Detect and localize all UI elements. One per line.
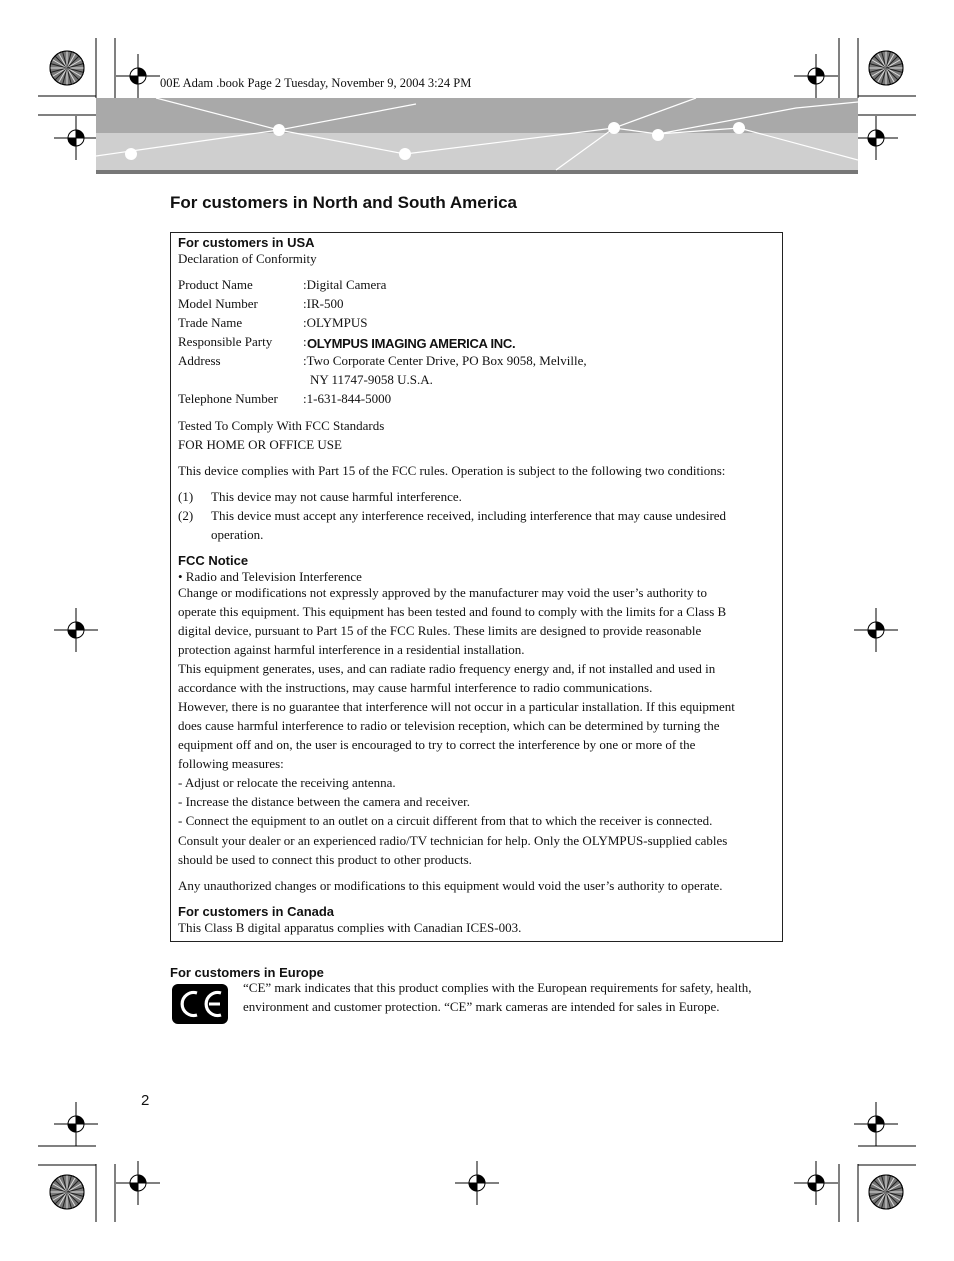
fcc-line: - Connect the equipment to an outlet on a circuit different from that to which the receiver is connected. [178, 813, 713, 828]
fcc-line: However, there is no guarantee that interference will not occur in a particular installation. If this equipment [178, 699, 735, 714]
fcc-line: does cause harmful interference to radio or television reception, which can be determined by turning the [178, 718, 720, 733]
europe-text: environment and customer protection. “CE” mark cameras are intended for sales in Europe. [243, 999, 720, 1014]
canada-heading: For customers in Canada [178, 904, 335, 919]
canada-text: This Class B digital apparatus complies with Canadian ICES-003. [178, 920, 522, 935]
field-label: Responsible Party [178, 334, 273, 349]
usa-heading: For customers in USA [178, 235, 315, 250]
fcc-line: Consult your dealer or an experienced radio/TV technician for help. Only the OLYMPUS-supplied cables [178, 833, 728, 848]
ce-mark-icon [172, 984, 228, 1024]
field-label: Trade Name [178, 315, 243, 330]
fcc-heading: FCC Notice [178, 553, 249, 568]
condition-text: This device may not cause harmful interference. [211, 489, 462, 504]
fcc-line: - Adjust or relocate the receiving antenna. [178, 775, 396, 790]
fcc-line: protection against harmful interference in a residential installation. [178, 642, 525, 657]
field-value: :Digital Camera [303, 277, 387, 292]
fcc-line: digital device, pursuant to Part 15 of the FCC Rules. These limits are designed to provide reasonable [178, 623, 702, 638]
field-value: :Two Corporate Center Drive, PO Box 9058, Melville, [303, 353, 587, 368]
condition-number: (1) [178, 489, 194, 504]
olympus-america-logo: OLYMPUS IMAGING AMERICA INC. [307, 336, 516, 351]
field-label: Product Name [178, 277, 253, 292]
fcc-line: equipment off and on, the user is encouraged to try to correct the interference by one or more of the [178, 737, 696, 752]
field-value-continued: NY 11747-9058 U.S.A. [310, 372, 433, 387]
fcc-line: following measures: [178, 756, 284, 771]
fcc-line: - Increase the distance between the camera and receiver. [178, 794, 470, 809]
condition-text: operation. [211, 527, 264, 542]
field-value: : [303, 334, 307, 349]
fcc-line: operate this equipment. This equipment has been tested and found to comply with the limits for a Class B [178, 604, 727, 619]
fcc-bullet: • Radio and Television Interference [178, 569, 362, 584]
file-header-note: 00E Adam .book Page 2 Tuesday, November 9, 2004 3:24 PM [160, 76, 472, 90]
unauthorized-text: Any unauthorized changes or modifications to this equipment would void the user’s authority to operate. [178, 878, 723, 893]
field-value: :1-631-844-5000 [303, 391, 392, 406]
fcc-line: Change or modifications not expressly approved by the manufacturer may void the user’s authority to [178, 585, 708, 600]
fcc-line: should be used to connect this product to other products. [178, 852, 472, 867]
field-label: Telephone Number [178, 391, 278, 406]
header-banner [96, 98, 858, 174]
page-number: 2 [141, 1092, 150, 1109]
field-value: :IR-500 [303, 296, 344, 311]
field-value: :OLYMPUS [303, 315, 368, 330]
tested-line: FOR HOME OR OFFICE USE [178, 437, 342, 452]
field-label: Address [178, 353, 221, 368]
fcc-line: This equipment generates, uses, and can radiate radio frequency energy and, if not installed and used in [178, 661, 716, 676]
declaration-subheading: Declaration of Conformity [178, 251, 317, 266]
condition-number: (2) [178, 508, 194, 523]
field-label: Model Number [178, 296, 258, 311]
fcc-line: accordance with the instructions, may cause harmful interference to radio communications. [178, 680, 653, 695]
tested-line: Tested To Comply With FCC Standards [178, 418, 385, 433]
condition-text: This device must accept any interference received, including interference that may cause undesired [211, 508, 727, 523]
europe-heading: For customers in Europe [170, 965, 324, 980]
complies-text: This device complies with Part 15 of the FCC rules. Operation is subject to the following two conditions: [178, 463, 726, 478]
section-title: For customers in North and South America [170, 193, 517, 212]
europe-text: “CE” mark indicates that this product complies with the European requirements for safety, health, [243, 980, 752, 995]
